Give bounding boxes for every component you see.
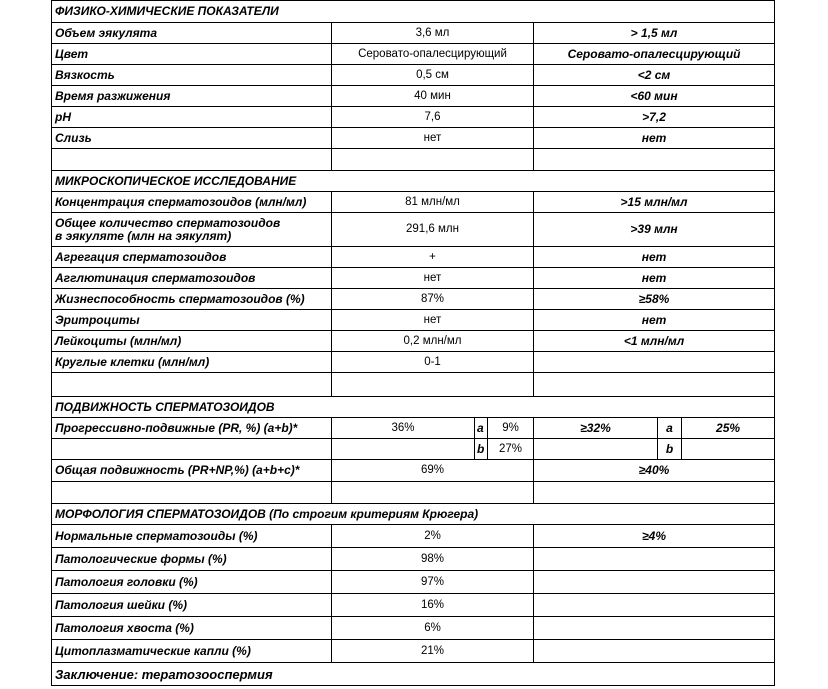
row-value: нет <box>332 310 534 331</box>
row-norm <box>534 594 775 617</box>
table-row <box>52 44 775 65</box>
row-norm <box>534 640 775 663</box>
table-row <box>52 571 775 594</box>
row-norm: <1 млн/мл <box>534 331 775 352</box>
table-row <box>52 65 775 86</box>
row-label: Время разжижения <box>52 86 332 107</box>
empty-row <box>52 373 775 397</box>
row-value: 98% <box>332 548 534 571</box>
table-row <box>52 247 775 268</box>
table-row <box>52 86 775 107</box>
row-norm <box>534 617 775 640</box>
row-norm <box>534 571 775 594</box>
table-row <box>52 289 775 310</box>
table-row <box>52 640 775 663</box>
table-row <box>52 310 775 331</box>
row-norm: нет <box>534 310 775 331</box>
table-row <box>52 213 775 247</box>
table-row <box>52 439 775 460</box>
row-value: 21% <box>332 640 534 663</box>
table-row <box>52 594 775 617</box>
norm-value-b <box>682 439 775 460</box>
subgroup-value-a: 9% <box>488 418 534 439</box>
subgroup-letter-a: a <box>475 418 488 439</box>
row-norm: нет <box>534 247 775 268</box>
row-label: Лейкоциты (млн/мл) <box>52 331 332 352</box>
row-value: 81 млн/мл <box>332 192 534 213</box>
row-value: Серовато-опалесцирующий <box>332 44 534 65</box>
row-norm: > 1,5 мл <box>534 23 775 44</box>
row-value: 0-1 <box>332 352 534 373</box>
row-label: Цитоплазматические капли (%) <box>52 640 332 663</box>
row-label: Слизь <box>52 128 332 149</box>
row-label: Концентрация сперматозоидов (млн/мл) <box>52 192 332 213</box>
row-label: Объем эякулята <box>52 23 332 44</box>
norm-letter-a: a <box>658 418 682 439</box>
row-label: Жизнеспособность сперматозоидов (%) <box>52 289 332 310</box>
row-value: 16% <box>332 594 534 617</box>
table-row <box>52 192 775 213</box>
row-norm: ≥58% <box>534 289 775 310</box>
row-value: 36% <box>332 418 475 439</box>
row-value: 0,2 млн/мл <box>332 331 534 352</box>
table-row <box>52 268 775 289</box>
row-label: Вязкость <box>52 65 332 86</box>
row-value: 0,5 см <box>332 65 534 86</box>
row-value: 97% <box>332 571 534 594</box>
table-row <box>52 460 775 482</box>
row-norm: ≥32% <box>534 418 658 439</box>
section-header-motility: ПОДВИЖНОСТЬ СПЕРМАТОЗОИДОВ <box>52 397 775 418</box>
row-label: Патология шейки (%) <box>52 594 332 617</box>
row-label: Агглютинация сперматозоидов <box>52 268 332 289</box>
table-row <box>52 548 775 571</box>
row-norm: <2 см <box>534 65 775 86</box>
row-value: 6% <box>332 617 534 640</box>
row-value: нет <box>332 128 534 149</box>
table-row <box>52 331 775 352</box>
row-norm <box>534 548 775 571</box>
row-value: 87% <box>332 289 534 310</box>
row-label: Патологические формы (%) <box>52 548 332 571</box>
row-value: 3,6 мл <box>332 23 534 44</box>
subgroup-value-b: 27% <box>488 439 534 460</box>
row-label: Агрегация сперматозоидов <box>52 247 332 268</box>
semen-analysis-table <box>51 0 775 686</box>
row-value: нет <box>332 268 534 289</box>
table-row <box>52 107 775 128</box>
empty-row <box>52 149 775 171</box>
row-norm: >7,2 <box>534 107 775 128</box>
row-label: Общее количество сперматозоидов в эякуляте (млн на эякулят) <box>52 213 332 247</box>
row-norm: нет <box>534 268 775 289</box>
row-value: 69% <box>332 460 534 482</box>
row-label: Патология головки (%) <box>52 571 332 594</box>
table-row <box>52 23 775 44</box>
norm-value-a: 25% <box>682 418 775 439</box>
row-norm: нет <box>534 128 775 149</box>
row-label: Нормальные сперматозоиды (%) <box>52 525 332 548</box>
empty-row <box>52 482 775 504</box>
table-row <box>52 617 775 640</box>
row-value: 7,6 <box>332 107 534 128</box>
row-norm: >15 млн/мл <box>534 192 775 213</box>
row-value: 291,6 млн <box>332 213 534 247</box>
section-header-morphology: МОРФОЛОГИЯ СПЕРМАТОЗОИДОВ (По строгим критериям Крюгера) <box>52 504 775 525</box>
table-row <box>52 128 775 149</box>
row-norm: <60 мин <box>534 86 775 107</box>
row-label: Прогрессивно-подвижные (PR, %) (a+b)* <box>52 418 332 439</box>
conclusion: Заключение: тератозооспермия <box>52 663 775 686</box>
row-label: Цвет <box>52 44 332 65</box>
section-header-physchem: ФИЗИКО-ХИМИЧЕСКИЕ ПОКАЗАТЕЛИ <box>52 1 775 23</box>
table-row <box>52 525 775 548</box>
norm-letter-b: b <box>658 439 682 460</box>
row-norm <box>534 352 775 373</box>
subgroup-letter-b: b <box>475 439 488 460</box>
table-row <box>52 418 775 439</box>
row-label: Круглые клетки (млн/мл) <box>52 352 332 373</box>
section-header-micro: МИКРОСКОПИЧЕСКОЕ ИССЛЕДОВАНИЕ <box>52 171 775 192</box>
row-label: Патология хвоста (%) <box>52 617 332 640</box>
table-row <box>52 352 775 373</box>
row-label: Эритроциты <box>52 310 332 331</box>
row-value: 2% <box>332 525 534 548</box>
row-norm: Серовато-опалесцирующий <box>534 44 775 65</box>
row-value: + <box>332 247 534 268</box>
row-norm: >39 млн <box>534 213 775 247</box>
row-norm: ≥4% <box>534 525 775 548</box>
row-label: Общая подвижность (PR+NP,%) (a+b+c)* <box>52 460 332 482</box>
row-norm: ≥40% <box>534 460 775 482</box>
row-label: pH <box>52 107 332 128</box>
row-value: 40 мин <box>332 86 534 107</box>
